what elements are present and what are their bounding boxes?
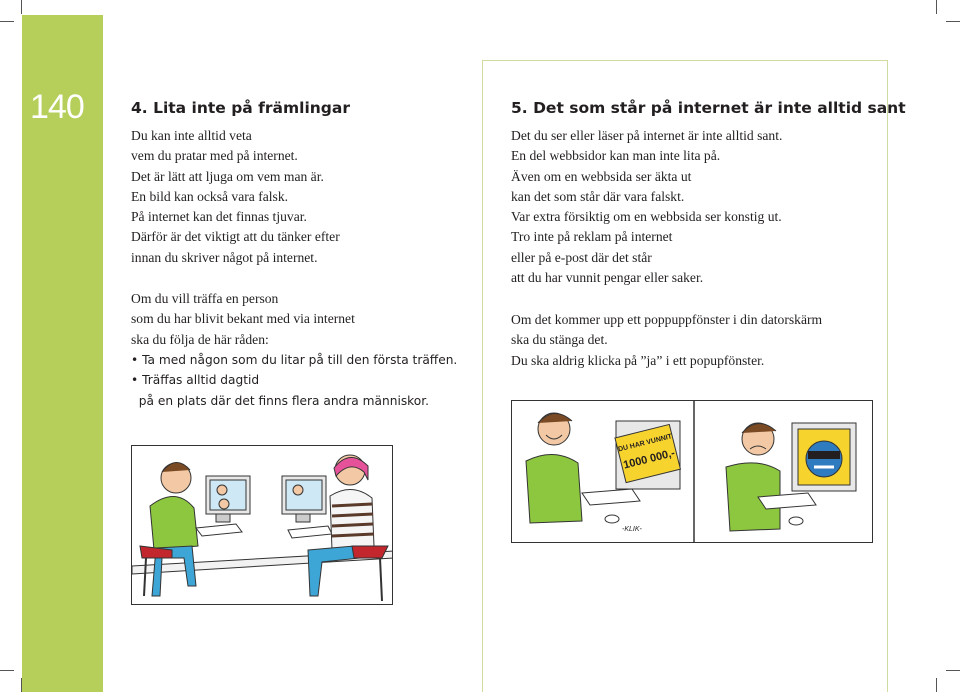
text-line: ska du stänga det.	[511, 332, 608, 348]
crop-mark	[936, 678, 937, 692]
right-section-heading: 5. Det som står på internet är inte alltid sant	[511, 99, 906, 117]
text-line: innan du skriver något på internet.	[131, 249, 318, 265]
text-line: eller på e-post där det står	[511, 249, 652, 265]
text-line: Om det kommer upp ett poppuppfönster i din datorskärm	[511, 312, 823, 327]
text-line: Det du ser eller läser på internet är inte alltid sant.	[511, 128, 783, 143]
crop-mark	[21, 0, 22, 14]
illustration-video-chat	[131, 445, 393, 605]
crop-mark	[0, 670, 14, 671]
popup-scam-drawing	[512, 401, 873, 543]
video-chat-drawing	[132, 446, 393, 605]
left-paragraph-1	[131, 126, 340, 268]
text-line: kan det som står där vara falskt.	[511, 188, 685, 204]
text-line: som du har blivit bekant med via internet	[131, 311, 355, 327]
illustration-popup-scam	[511, 400, 873, 543]
list-item: • Ta med någon som du litar på till den första träffen.	[131, 353, 458, 367]
text-line: Därför är det viktigt att du tänker efter	[131, 229, 340, 245]
crop-mark	[946, 21, 960, 22]
text-line: Om du vill träffa en person	[131, 291, 279, 306]
text-line: Var extra försiktig om en webbsida ser konstig ut.	[511, 209, 782, 225]
text-line: Tro inte på reklam på internet	[511, 229, 673, 245]
right-paragraph-1	[511, 126, 782, 288]
crop-mark	[946, 670, 960, 671]
text-line: vem du pratar med på internet.	[131, 148, 298, 164]
crop-mark	[936, 0, 937, 14]
text-line: Det är lätt att ljuga om vem man är.	[131, 168, 324, 184]
text-line: Även om en webbsida ser äkta ut	[511, 168, 692, 184]
left-paragraph-2	[131, 289, 355, 350]
left-section-heading: 4. Lita inte på främlingar	[131, 99, 350, 117]
list-item: på en plats där det finns flera andra människor.	[131, 393, 430, 408]
crop-mark	[0, 21, 14, 22]
text-line: En del webbsidor kan man inte lita på.	[511, 148, 721, 164]
list-item: • Träffas alltid dagtid	[131, 373, 260, 388]
text-line: Du kan inte alltid veta	[131, 128, 252, 143]
popup-sign-line: DU HAR VUNNIT	[617, 433, 673, 454]
text-line: att du har vunnit pengar eller saker.	[511, 270, 704, 286]
text-line: Du ska aldrig klicka på ”ja” i ett popupfönster.	[511, 352, 765, 368]
page-number: 140	[30, 88, 84, 126]
advice-list	[131, 350, 457, 411]
text-line: En bild kan också vara falsk.	[131, 188, 289, 204]
click-sound-label: -KLIK-	[622, 526, 642, 533]
text-line: På internet kan det finnas tjuvar.	[131, 209, 307, 225]
text-line: ska du följa de här råden:	[131, 331, 269, 347]
popup-sign-line: 1000 000,-	[622, 447, 677, 472]
right-paragraph-2	[511, 310, 822, 371]
